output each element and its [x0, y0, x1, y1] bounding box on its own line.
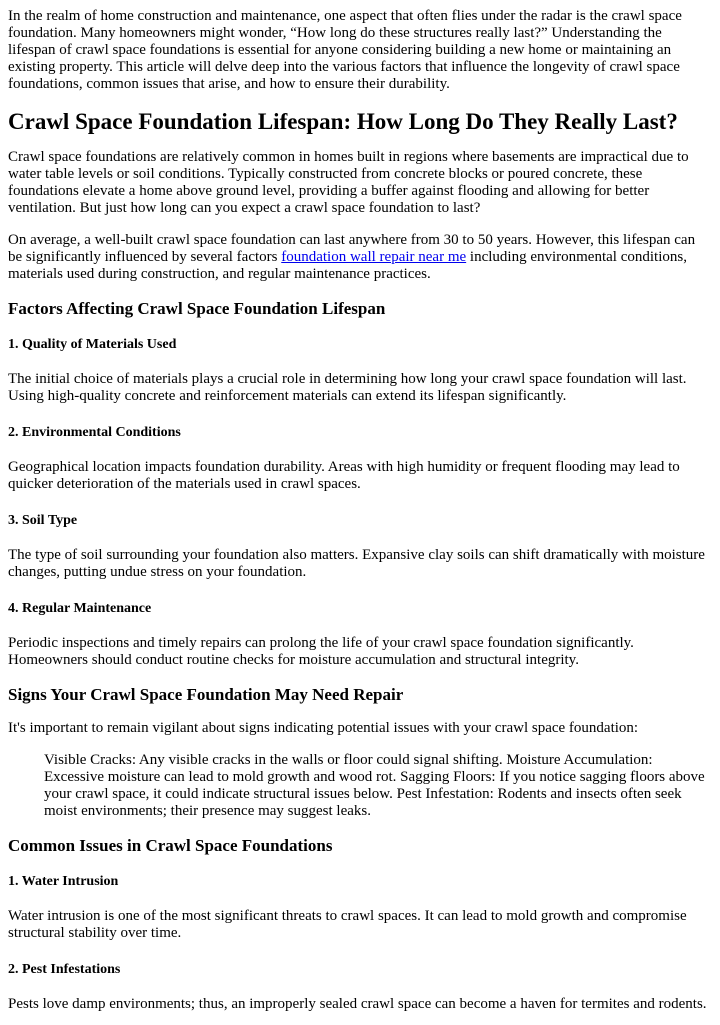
factor-text-maintenance: Periodic inspections and timely repairs can prolong the life of your crawl space foundation significantly. Homeowners should conduct routine checks for moisture accumulation and structural integrity.: [8, 635, 634, 668]
factor-text-environment: Geographical location impacts foundation durability. Areas with high humidity or frequent flooding may lead to quicker deterioration of the materials used in crawl spaces.: [8, 459, 680, 492]
factor-heading-soil: 3. Soil Type: [8, 513, 78, 528]
lifespan-paragraph-2: [8, 232, 712, 283]
factor-heading-materials: 1. Quality of Materials Used: [8, 337, 177, 352]
factor-heading-environment: 2. Environmental Conditions: [8, 425, 181, 440]
article: [0, 8, 720, 1013]
lifespan-paragraph-1: Crawl space foundations are relatively common in homes built in regions where basements are impractical due to water table levels or soil conditions. Typically constructed from concrete blocks or poured concrete, these foundations elevate a home above ground level, providing a buffer against flooding and allowing for better ventilation. But just how long can you expect a crawl space foundation to last?: [8, 149, 689, 216]
issue-heading-water: 1. Water Intrusion: [8, 874, 119, 889]
paragraph-text-before-link: On average, a well-built crawl space foundation can last anywhere from 30 to 50 years. However, this lifespan can be significantly influenced by several factors: [8, 232, 696, 265]
signs-heading: Signs Your Crawl Space Foundation May Need Repair: [8, 685, 404, 704]
factor-text-soil: The type of soil surrounding your foundation also matters. Expansive clay soils can shift dramatically with moisture changes, putting undue stress on your foundation.: [8, 547, 705, 580]
factor-heading-maintenance: 4. Regular Maintenance: [8, 601, 152, 616]
factors-heading: Factors Affecting Crawl Space Foundation Lifespan: [8, 299, 386, 318]
signs-intro: It's important to remain vigilant about signs indicating potential issues with your crawl space foundation:: [8, 720, 639, 736]
issues-heading: Common Issues in Crawl Space Foundations: [8, 836, 333, 855]
foundation-repair-link[interactable]: foundation wall repair near me: [281, 249, 467, 265]
factor-text-materials: The initial choice of materials plays a crucial role in determining how long your crawl space foundation will last. Using high-quality concrete and reinforcement materials can extend its lifespan significantly.: [8, 371, 687, 404]
page-title: Crawl Space Foundation Lifespan: How Long Do They Really Last?: [8, 109, 678, 134]
signs-blockquote: Visible Cracks: Any visible cracks in the walls or floor could signal shifting. Moisture Accumulation: Excessive moisture can lead to mold growth and wood rot. Sagging Floors: If you notice sagging floors above your crawl space, it could indicate structural issues below. Pest Infestation: Rodents and insects often seek moist environments; their presence may suggest leaks.: [44, 752, 705, 819]
issue-text-water: Water intrusion is one of the most significant threats to crawl spaces. It can lead to mold growth and compromise structural stability over time.: [8, 908, 687, 941]
intro-paragraph: In the realm of home construction and maintenance, one aspect that often flies under the radar is the crawl space foundation. Many homeowners might wonder, “How long do these structures really last?” Understanding the lifespan of crawl space foundations is essential for anyone considering building a new home or maintaining an existing property. This article will delve deep into the various factors that influence the longevity of crawl space foundations, common issues that arise, and how to ensure their durability.: [8, 8, 682, 92]
issue-heading-pests: 2. Pest Infestations: [8, 962, 121, 977]
issue-text-pests: Pests love damp environments; thus, an improperly sealed crawl space can become a haven for termites and rodents.: [8, 996, 707, 1012]
paragraph-text-after-link: including environmental conditions, materials used during construction, and regular maintenance practices.: [8, 249, 687, 282]
